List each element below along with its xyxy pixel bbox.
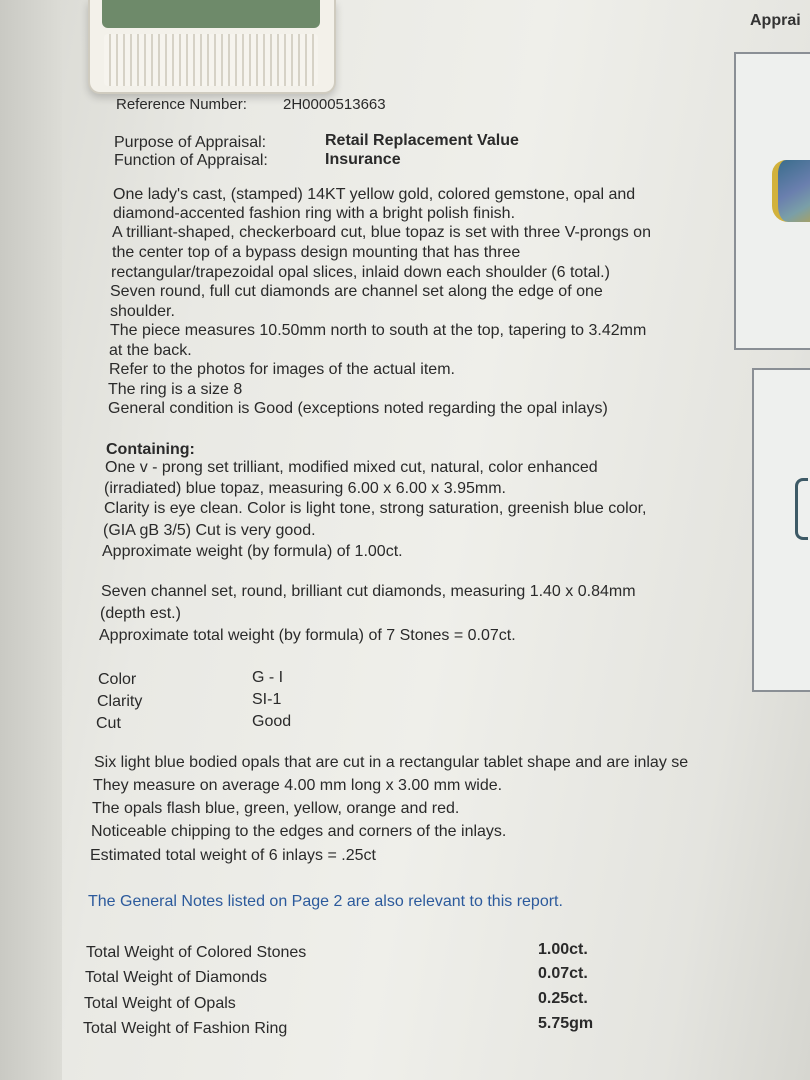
description-line: diamond-accented fashion ring with a bright polish finish. [113, 205, 516, 222]
topaz-line: (irradiated) blue topaz, measuring 6.00 x 6.00 x 3.95mm. [104, 480, 506, 497]
ring-photo-2 [795, 478, 808, 540]
description-line: The piece measures 10.50mm north to south at the top, tapering to 3.42mm [110, 322, 647, 339]
diamonds-line: (depth est.) [100, 605, 181, 622]
grade-label: Clarity [97, 693, 143, 710]
jewelry-box-ribs [104, 34, 318, 86]
total-label: Total Weight of Fashion Ring [83, 1020, 288, 1037]
reference-label: Reference Number: [116, 96, 247, 113]
description-line: shoulder. [110, 303, 175, 320]
reference-value: 2H0000513663 [283, 96, 386, 113]
opals-line: Estimated total weight of 6 inlays = .25ct [90, 847, 376, 864]
containing-heading: Containing: [106, 441, 195, 458]
topaz-line: One v - prong set trilliant, modified mixed cut, natural, color enhanced [105, 459, 598, 476]
paper-edge [0, 0, 62, 1080]
jewelry-box [88, 0, 336, 94]
opals-line: They measure on average 4.00 mm long x 3.00 mm wide. [93, 777, 503, 794]
opals-line: The opals flash blue, green, yellow, orange and red. [92, 800, 460, 817]
topaz-line: (GIA gB 3/5) Cut is very good. [103, 522, 316, 539]
purpose-value: Retail Replacement Value [325, 132, 519, 149]
function-value: Insurance [325, 151, 401, 168]
total-value: 1.00ct. [538, 941, 588, 958]
jewelry-box-velvet [102, 0, 320, 28]
grade-label: Cut [96, 715, 121, 732]
total-label: Total Weight of Diamonds [85, 969, 268, 986]
general-notes: The General Notes listed on Page 2 are also relevant to this report. [88, 893, 563, 910]
grade-value: G - I [252, 669, 284, 686]
description-line: One lady's cast, (stamped) 14KT yellow gold, colored gemstone, opal and [113, 186, 636, 203]
total-value: 0.07ct. [538, 965, 588, 982]
total-label: Total Weight of Colored Stones [86, 944, 307, 961]
description-line: A trilliant-shaped, checkerboard cut, blue topaz is set with three V-prongs on [112, 224, 651, 241]
grade-label: Color [98, 671, 137, 688]
description-line: The ring is a size 8 [108, 381, 243, 398]
total-label: Total Weight of Opals [84, 995, 236, 1012]
total-value: 5.75gm [538, 1015, 594, 1032]
purpose-label: Purpose of Appraisal: [114, 134, 267, 151]
ring-photo [772, 160, 810, 222]
diamonds-line: Seven channel set, round, brilliant cut diamonds, measuring 1.40 x 0.84mm [101, 583, 636, 600]
description-line: the center top of a bypass design mounting that has three [112, 244, 521, 261]
topaz-line: Clarity is eye clean. Color is light tone, strong saturation, greenish blue color, [104, 500, 647, 517]
grade-value: Good [252, 713, 292, 730]
opals-line: Noticeable chipping to the edges and corners of the inlays. [91, 823, 507, 840]
description-line: General condition is Good (exceptions noted regarding the opal inlays) [108, 400, 608, 417]
topaz-line: Approximate weight (by formula) of 1.00ct. [102, 543, 403, 560]
appraisal-header: Apprai [750, 12, 801, 29]
description-line: rectangular/trapezoidal opal slices, inlaid down each shoulder (6 total.) [111, 264, 610, 281]
function-label: Function of Appraisal: [114, 152, 268, 169]
description-line: at the back. [109, 342, 192, 359]
total-value: 0.25ct. [538, 990, 588, 1007]
description-line: Seven round, full cut diamonds are channel set along the edge of one [110, 283, 603, 300]
diamonds-line: Approximate total weight (by formula) of 7 Stones = 0.07ct. [99, 627, 516, 644]
description-line: Refer to the photos for images of the actual item. [109, 361, 455, 378]
opals-line: Six light blue bodied opals that are cut in a rectangular tablet shape and are inlay se [94, 754, 689, 771]
grade-value: SI-1 [252, 691, 282, 708]
